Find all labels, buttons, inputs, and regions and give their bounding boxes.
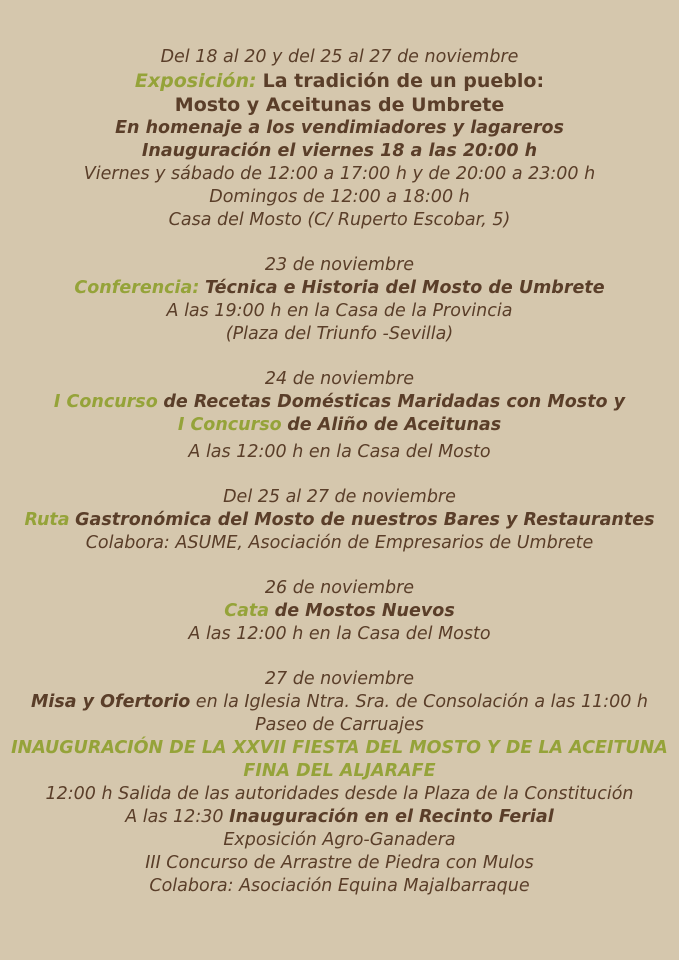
event-ruta <box>0 486 679 555</box>
event-time-place: A las 19:00 h en la Casa de la Provincia <box>166 301 513 321</box>
event-date: Del 18 al 20 y del 25 al 27 de noviembre <box>160 47 519 67</box>
event-date: Del 25 al 27 de noviembre <box>223 487 456 507</box>
event-title: de Recetas Domésticas Maridadas con Mosto y <box>163 392 626 412</box>
event-cata <box>0 577 679 646</box>
event-time-place: A las 12:00 h en la Casa del Mosto <box>188 442 491 462</box>
event-exposicion <box>0 46 679 232</box>
event-label: I Concurso <box>177 415 282 435</box>
event-detail-line: Exposición Agro-Ganadera <box>223 830 456 850</box>
event-mass-line <box>0 691 679 714</box>
event-place: Casa del Mosto (C/ Ruperto Escobar, 5) <box>168 210 511 230</box>
event-conferencia <box>0 254 679 346</box>
event-hours: Viernes y sábado de 12:00 a 17:00 h y de 20:00 a 23:00 h <box>83 164 596 184</box>
event-title: La tradición de un pueblo: <box>262 70 545 92</box>
event-detail-line: III Concurso de Arrastre de Piedra con Mulos <box>145 853 534 873</box>
event-date: 23 de noviembre <box>264 255 415 275</box>
event-date: 27 de noviembre <box>264 669 415 689</box>
event-title: Técnica e Historia del Mosto de Umbrete <box>204 278 605 298</box>
event-headline: INAUGURACIÓN DE LA XXVII FIESTA DEL MOSTO Y DE LA ACEITUNA <box>11 738 668 758</box>
event-headline-2: FINA DEL ALJARAFE <box>243 761 436 781</box>
event-subtitle: En homenaje a los vendimiadores y lagareros <box>115 118 564 138</box>
event-detail-line: 12:00 h Salida de las autoridades desde la Plaza de la Constitución <box>45 784 634 804</box>
event-date: 24 de noviembre <box>264 369 415 389</box>
event-title-line <box>0 277 679 300</box>
event-hours-sunday: Domingos de 12:00 a 18:00 h <box>209 187 470 207</box>
event-title: Misa y Ofertorio <box>30 692 191 712</box>
event-address: (Plaza del Triunfo -Sevilla) <box>225 324 454 344</box>
event-title-line <box>0 69 679 93</box>
event-title: Inauguración en el Recinto Ferial <box>229 807 554 827</box>
event-title: Gastronómica del Mosto de nuestros Bares y Restaurantes <box>75 510 655 530</box>
event-label: Ruta <box>24 510 70 530</box>
event-title-line-2 <box>0 414 679 437</box>
event-time: A las 12:30 <box>125 807 224 827</box>
event-inauguration: Inauguración el viernes 18 a las 20:00 h <box>141 141 538 161</box>
event-collaborator: Colabora: Asociación Equina Majalbarraque <box>149 876 530 896</box>
event-inauguracion <box>0 668 679 898</box>
event-concursos <box>0 368 679 464</box>
event-detail-line: Paseo de Carruajes <box>255 715 424 735</box>
event-title-2: Mosto y Aceitunas de Umbrete <box>174 94 505 116</box>
event-time-place: A las 12:00 h en la Casa del Mosto <box>188 624 491 644</box>
event-label: Exposición: <box>134 70 257 92</box>
event-title-line <box>0 391 679 414</box>
event-title-line <box>0 600 679 623</box>
event-title-line <box>0 509 679 532</box>
event-opening-line <box>0 806 679 829</box>
event-label: Conferencia: <box>74 278 200 298</box>
event-collaborator: Colabora: ASUME, Asociación de Empresarios de Umbrete <box>85 533 594 553</box>
event-detail: en la Iglesia Ntra. Sra. de Consolación a las 11:00 h <box>195 692 649 712</box>
event-title: de Mostos Nuevos <box>274 601 455 621</box>
event-title: de Aliño de Aceitunas <box>287 415 502 435</box>
event-date: 26 de noviembre <box>264 578 415 598</box>
event-label: Cata <box>224 601 270 621</box>
event-label: I Concurso <box>53 392 158 412</box>
